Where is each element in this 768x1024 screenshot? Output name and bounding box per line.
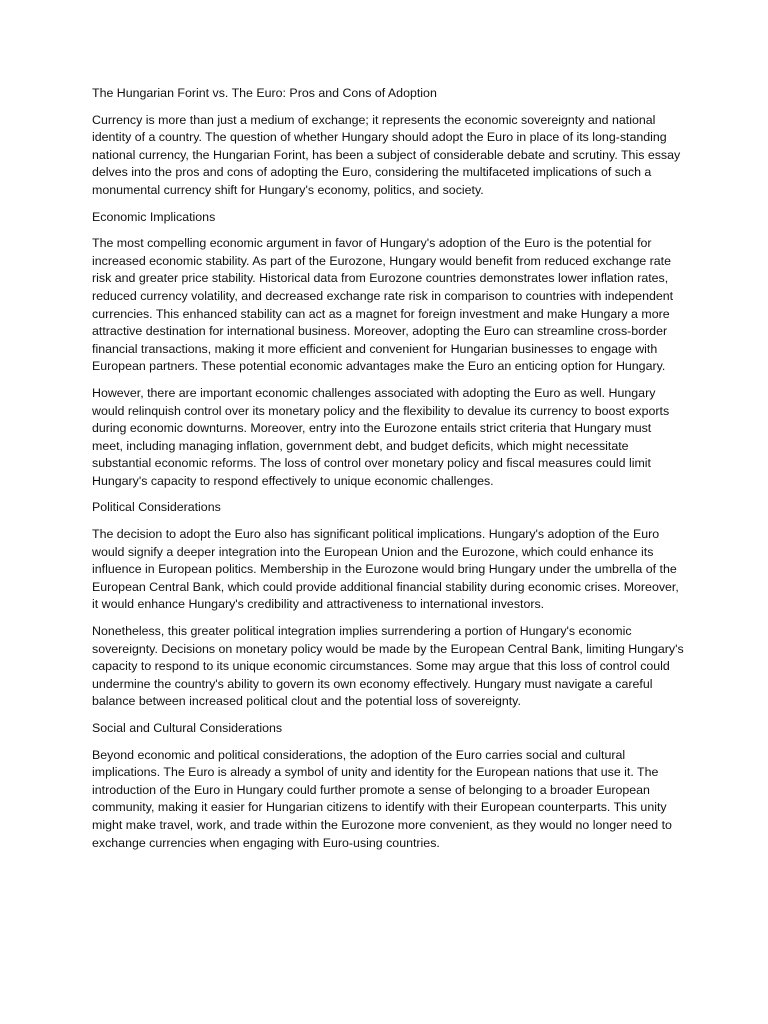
document-title: The Hungarian Forint vs. The Euro: Pros and Cons of Adoption — [92, 86, 437, 100]
economic-paragraph-1: The most compelling economic argument in favor of Hungary's adoption of the Euro is the potential for increased economic stability. As part of the Eurozone, Hungary would benefit from reduced exchange rate risk and greater price stability. Historical data from Eurozone countries demonstrates lower inflation rates, reduced currency volatility, and decreased exchange rate risk in comparison to countries with independent currencies. This enhanced stability can act as a magnet for foreign investment and make Hungary a more attractive destination for international business. Moreover, adopting the Euro can streamline cross-border financial transactions, making it more efficient and convenient for Hungarian businesses to engage with European partners. These potential economic advantages make the Euro an enticing option for Hungary. — [92, 236, 674, 374]
political-paragraph-1: The decision to adopt the Euro also has significant political implications. Hungary's adoption of the Euro would signify a deeper integration into the European Union and the Eurozone, which could enhance its influence in European politics. Membership in the Eurozone would bring Hungary under the umbrella of the European Central Bank, which could provide additional financial stability during economic crises. Moreover, it would enhance Hungary's credibility and attractiveness to international investors. — [92, 527, 679, 612]
economic-paragraph-2: However, there are important economic challenges associated with adopting the Euro as well. Hungary would relinquish control over its monetary policy and the flexibility to devalue its currency to boost exports during economic downturns. Moreover, entry into the Eurozone entails strict criteria that Hungary must meet, including managing inflation, government debt, and budget deficits, which might necessitate substantial economic reforms. The loss of control over monetary policy and fiscal measures could limit Hungary's capacity to respond effectively to unique economic challenges. — [92, 385, 670, 488]
section-heading-social: Social and Cultural Considerations — [92, 721, 283, 735]
section-heading-political: Political Considerations — [92, 500, 221, 515]
section-heading-economic: Economic Implications — [92, 209, 216, 224]
political-paragraph-2: Nonetheless, this greater political integration implies surrendering a portion of Hungary's economic sovereignty. Decisions on monetary policy would be made by the European Central Bank, limiting Hungary's capacity to respond to its unique economic circumstances. Some may argue that this loss of control could undermine the country's ability to govern its own economy effectively. Hungary must navigate a careful balance between increased political clout and the potential loss of sovereignty. — [92, 624, 684, 709]
intro-paragraph: Currency is more than just a medium of exchange; it represents the economic sovereignty and national identity of a country. The question of whether Hungary should adopt the Euro in place of its long-standing national currency, the Hungarian Forint, has been a subject of considerable debate and scrutiny. This essay delves into the pros and cons of adopting the Euro, considering the multifaceted implications of such a monumental currency shift for Hungary's economy, politics, and society. — [92, 112, 681, 197]
social-paragraph-1: Beyond economic and political considerations, the adoption of the Euro carries social and cultural implications. The Euro is already a symbol of unity and identity for the European nations that use it. The introduction of the Euro in Hungary could further promote a sense of belonging to a broader European community, making it easier for Hungarian citizens to identify with their European counterparts. This unity might make travel, work, and trade within the Eurozone more convenient, as they would no longer need to exchange currencies when engaging with Euro-using countries. — [92, 747, 672, 850]
document-page — [92, 85, 684, 861]
